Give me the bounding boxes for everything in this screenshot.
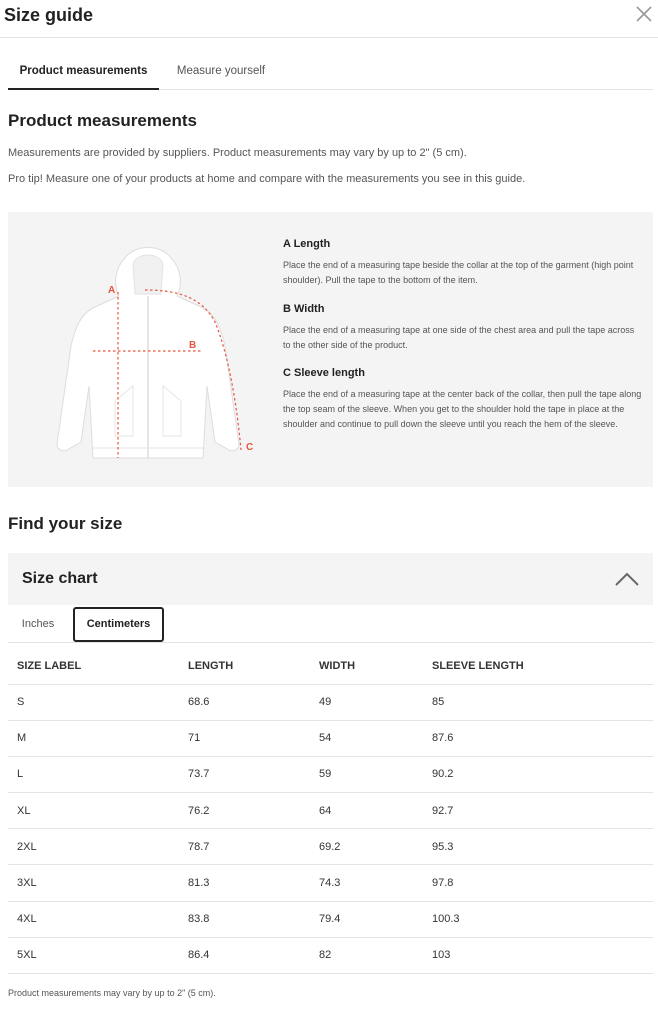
cell-sleeve: 92.7 <box>423 793 653 829</box>
unit-tab-centimeters[interactable]: Centimeters <box>73 607 164 642</box>
desc-sleeve-text: Place the end of a measuring tape at the center back of the collar, then pull the tape along the top seam of the sleeve. When you get to the shoulder hold the tape in place at the shoulder and continue to pull down the sleeve until you reach the hem of the sleeve. <box>283 389 642 429</box>
cell-sleeve: 90.2 <box>423 756 653 792</box>
column-header-size-label: SIZE LABEL <box>8 648 179 684</box>
size-chart-accordion-header[interactable] <box>8 553 653 605</box>
cell-size: 2XL <box>8 829 179 865</box>
cell-length: 71 <box>179 720 310 756</box>
cell-width: 64 <box>310 793 423 829</box>
column-header-length: LENGTH <box>179 648 310 684</box>
hoodie-illustration <box>53 236 263 466</box>
cell-size: 4XL <box>8 901 179 937</box>
column-header-sleeve-length: SLEEVE LENGTH <box>423 648 653 684</box>
measurement-note: Measurements are provided by suppliers. Product measurements may vary by up to 2" (5 cm). <box>8 147 467 159</box>
table-row <box>8 937 653 973</box>
cell-length: 73.7 <box>179 756 310 792</box>
cell-sleeve: 97.8 <box>423 865 653 901</box>
size-chart-title: Size chart <box>22 570 98 587</box>
table-row <box>8 756 653 792</box>
table-row <box>8 829 653 865</box>
desc-width <box>283 303 643 353</box>
column-header-width: WIDTH <box>310 648 423 684</box>
size-table <box>8 648 653 974</box>
table-row <box>8 793 653 829</box>
measurement-diagram <box>8 212 653 487</box>
tab-measure-yourself[interactable]: Measure yourself <box>176 65 266 77</box>
cell-sleeve: 100.3 <box>423 901 653 937</box>
cell-sleeve: 103 <box>423 937 653 973</box>
table-footnote: Product measurements may vary by up to 2" (5 cm). <box>8 988 216 998</box>
cell-width: 54 <box>310 720 423 756</box>
table-row <box>8 684 653 720</box>
cell-length: 83.8 <box>179 901 310 937</box>
unit-toggle <box>8 606 653 643</box>
cell-width: 82 <box>310 937 423 973</box>
desc-width-title: B Width <box>283 303 325 315</box>
cell-width: 59 <box>310 756 423 792</box>
desc-length-text: Place the end of a measuring tape beside the collar at the top of the garment (high point shoulder). Pull the tape to the bottom of the item. <box>283 260 634 285</box>
table-row <box>8 720 653 756</box>
table-row <box>8 865 653 901</box>
cell-size: S <box>8 684 179 720</box>
marker-a: A <box>108 285 116 296</box>
unit-tab-inches[interactable]: Inches <box>21 618 55 630</box>
table-row <box>8 901 653 937</box>
pro-tip: Pro tip! Measure one of your products at home and compare with the measurements you see in this guide. <box>8 173 526 185</box>
table-header-row <box>8 648 653 684</box>
dialog-title: Size guide <box>4 5 94 25</box>
tab-bar <box>8 52 653 90</box>
cell-length: 68.6 <box>179 684 310 720</box>
dialog-header <box>0 0 658 38</box>
cell-size: 5XL <box>8 937 179 973</box>
marker-b: B <box>189 340 197 351</box>
desc-sleeve <box>283 367 643 432</box>
cell-sleeve: 95.3 <box>423 829 653 865</box>
cell-length: 81.3 <box>179 865 310 901</box>
cell-size: L <box>8 756 179 792</box>
tab-product-measurements[interactable]: Product measurements <box>8 52 159 90</box>
cell-width: 49 <box>310 684 423 720</box>
marker-c: C <box>246 442 254 453</box>
desc-length-title: A Length <box>283 238 331 250</box>
section-heading-product-measurements: Product measurements <box>8 111 197 130</box>
cell-width: 74.3 <box>310 865 423 901</box>
cell-length: 86.4 <box>179 937 310 973</box>
chevron-up-icon[interactable] <box>614 571 640 587</box>
cell-sleeve: 85 <box>423 684 653 720</box>
cell-width: 69.2 <box>310 829 423 865</box>
desc-sleeve-title: C Sleeve length <box>283 367 365 379</box>
cell-size: 3XL <box>8 865 179 901</box>
cell-width: 79.4 <box>310 901 423 937</box>
close-icon[interactable] <box>634 4 654 24</box>
cell-size: M <box>8 720 179 756</box>
desc-width-text: Place the end of a measuring tape at one side of the chest area and pull the tape across to the other side of the product. <box>283 325 635 350</box>
desc-length <box>283 238 643 288</box>
cell-size: XL <box>8 793 179 829</box>
cell-length: 78.7 <box>179 829 310 865</box>
cell-length: 76.2 <box>179 793 310 829</box>
section-heading-find-size: Find your size <box>8 514 123 533</box>
cell-sleeve: 87.6 <box>423 720 653 756</box>
